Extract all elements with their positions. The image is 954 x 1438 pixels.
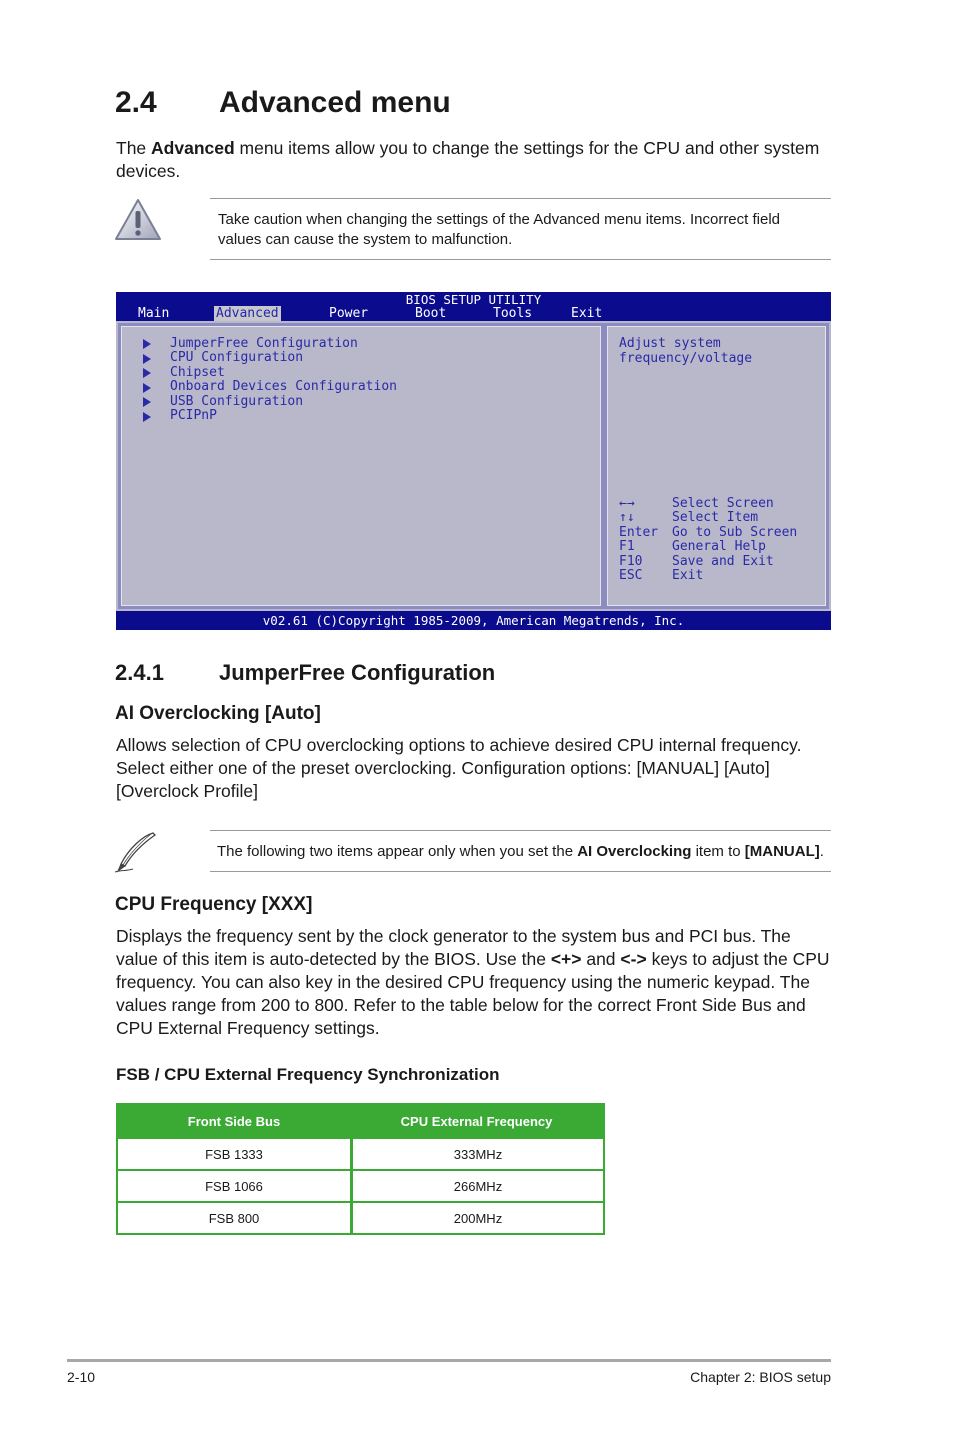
footer-divider — [67, 1359, 831, 1362]
key-action: General Help — [672, 539, 766, 554]
intro-bold: Advanced — [151, 138, 235, 158]
plus-key: <+> — [550, 949, 582, 969]
bios-screen — [116, 292, 831, 630]
bios-item-cpu-config[interactable]: CPU Configuration — [170, 350, 304, 365]
submenu-arrow-icon — [143, 339, 151, 349]
cpu-frequency-title: CPU Frequency [XXX] — [115, 894, 313, 915]
section-title: Advanced menu — [219, 86, 451, 119]
table-header-row — [118, 1105, 603, 1137]
bios-item-jumperfree[interactable]: JumperFree Configuration — [170, 336, 358, 351]
note-post: . — [819, 843, 824, 860]
section-number: 2.4 — [115, 86, 157, 119]
submenu-arrow-icon — [143, 354, 151, 364]
subsection-title — [115, 660, 495, 686]
note-box — [210, 830, 831, 872]
caution-box — [210, 198, 831, 260]
bios-tab-main[interactable]: Main — [138, 306, 170, 321]
key-label: ↑↓ — [619, 510, 635, 525]
submenu-arrow-icon — [143, 368, 151, 378]
key-label: F1 — [619, 539, 635, 554]
minus-key: <-> — [620, 949, 647, 969]
bios-item-pcipnp[interactable]: PCIPnP — [170, 408, 217, 423]
table-header: Front Side Bus — [187, 1113, 281, 1129]
cpu-frequency-body — [116, 925, 831, 1040]
caution-icon — [113, 197, 163, 248]
bios-help-text: Adjust system frequency/voltage — [619, 336, 753, 366]
caution-text: Take caution when changing the settings of the Advanced menu items. Incorrect field values can cause the system to malfunction. — [218, 211, 781, 248]
subsection-name: JumperFree Configuration — [219, 660, 496, 685]
bios-item-usb-config[interactable]: USB Configuration — [170, 394, 304, 409]
key-label: ESC — [619, 568, 643, 583]
note-bold-ai-overclocking: AI Overclocking — [577, 843, 692, 860]
table-header: CPU External Frequency — [400, 1113, 553, 1129]
table-row — [118, 1201, 603, 1233]
ai-overclocking-body: Allows selection of CPU overclocking options to achieve desired CPU internal frequency. Select either one of the preset overclocking. Configuration options: [MANUAL] [Auto] [Overclock Profile] — [116, 735, 802, 801]
key-action: Select Item — [672, 510, 759, 525]
key-action: Select Screen — [672, 496, 774, 511]
table-row — [118, 1137, 603, 1169]
note-pre: The following two items appear only when you set the — [217, 843, 578, 860]
cpu-frequency-text-1: Displays the frequency sent by the clock generator to the system bus and PCI bus. The value of this item is auto-detected by the BIOS. Use the — [116, 926, 791, 969]
intro-paragraph — [116, 137, 831, 183]
bios-tab-exit[interactable]: Exit — [571, 306, 603, 321]
bios-tab-power[interactable]: Power — [329, 306, 369, 321]
note-text — [217, 842, 824, 862]
key-label: F10 — [619, 554, 643, 569]
bios-title: BIOS SETUP UTILITY — [405, 292, 542, 307]
intro-post: menu items allow you to change the settings for the CPU and other system devices. — [116, 138, 820, 181]
bios-item-chipset[interactable]: Chipset — [170, 365, 225, 380]
key-action: Exit — [672, 568, 704, 583]
cpu-frequency-text-2: and — [581, 949, 621, 969]
chapter-label: Chapter 2: BIOS setup — [690, 1369, 831, 1385]
ai-overclocking-title: AI Overclocking [Auto] — [115, 703, 321, 724]
subsection-number: 2.4.1 — [115, 660, 164, 685]
note-pen-icon — [113, 830, 159, 879]
table-cell: FSB 1066 — [118, 1169, 350, 1201]
table-caption: FSB / CPU External Frequency Synchronization — [116, 1065, 500, 1084]
table-cell: FSB 800 — [118, 1201, 350, 1233]
intro-pre: The — [116, 138, 152, 158]
table-cell: 200MHz — [350, 1201, 603, 1233]
key-action: Save and Exit — [672, 554, 774, 569]
table-cell: FSB 1333 — [118, 1137, 350, 1169]
page-number: 2-10 — [67, 1369, 96, 1385]
fsb-frequency-table — [116, 1103, 605, 1235]
bios-tab-boot[interactable]: Boot — [415, 306, 447, 321]
note-bold-manual: [MANUAL] — [744, 843, 820, 860]
cpu-frequency-text-3: keys to adjust the CPU frequency. You can also key in the desired CPU frequency using the numeric keypad. The values range from 200 to 800. Refer to the table below for the correct Front Side Bus and CPU External Frequency settings. — [116, 949, 830, 1038]
table-cell: 266MHz — [350, 1169, 603, 1201]
key-label: ←→ — [619, 496, 635, 511]
bios-menubar — [116, 292, 831, 321]
bios-tab-advanced[interactable]: Advanced — [216, 306, 279, 321]
bios-copyright: v02.61 (C)Copyright 1985-2009, American Megatrends, Inc. — [116, 611, 831, 630]
bios-tab-tools[interactable]: Tools — [493, 306, 533, 321]
page-title — [115, 86, 451, 120]
table-cell: 333MHz — [350, 1137, 603, 1169]
submenu-arrow-icon — [143, 397, 151, 407]
note-mid: item to — [691, 843, 745, 860]
bios-item-onboard-devices[interactable]: Onboard Devices Configuration — [170, 379, 397, 394]
table-row — [118, 1169, 603, 1201]
submenu-arrow-icon — [143, 383, 151, 393]
key-label: Enter — [619, 525, 659, 540]
submenu-arrow-icon — [143, 412, 151, 422]
key-action: Go to Sub Screen — [672, 525, 798, 540]
